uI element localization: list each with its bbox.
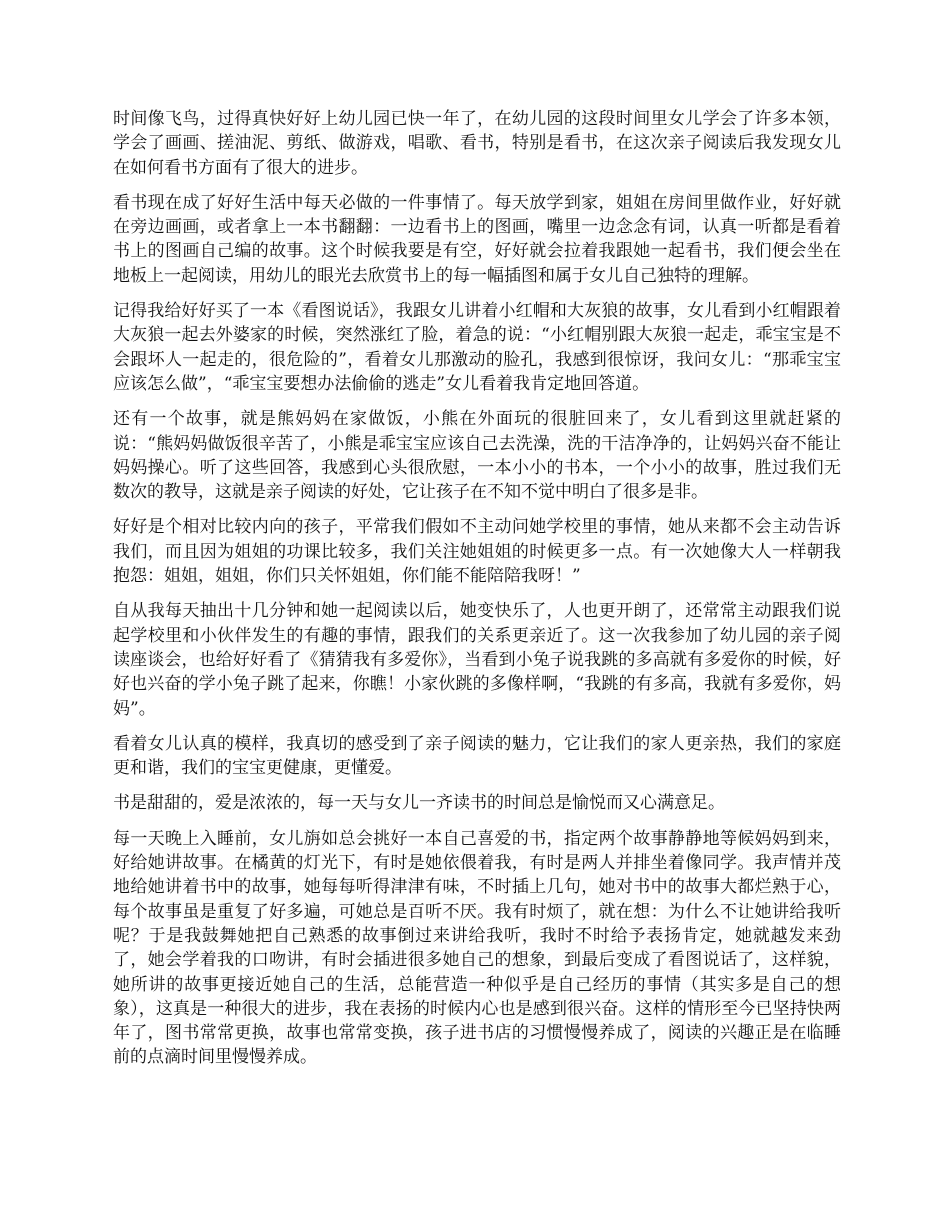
paragraph-2: 看书现在成了好好生活中每天必做的一件事情了。每天放学到家，姐姐在房间里做作业，好好就在旁边画画，或者拿上一本书翻翻：一边看书上的图画，嘴里一边念念有词，认真一听都是看着书上的图画自己编的故事。这个时候我要是有空，好好就会拉着我跟她一起看书，我们便会坐在地板上一起阅读，用幼儿的眼光去欣赏书上的每一幅插图和属于女儿自己独特的理解。	[113, 192, 841, 286]
document-body	[113, 107, 841, 1081]
paragraph-7: 看着女儿认真的模样，我真切的感受到了亲子阅读的魅力，它让我们的家人更亲热，我们的家庭更和谐，我们的宝宝更健康，更懂爱。	[113, 733, 841, 779]
paragraph-4: 还有一个故事，就是熊妈妈在家做饭，小熊在外面玩的很脏回来了，女儿看到这里就赶紧的说：“熊妈妈做饭很辛苦了，小熊是乖宝宝应该自己去洗澡，洗的干洁净净的，让妈妈兴奋不能让妈妈操心。听了这些回答，我感到心头很欣慰，一本小小的书本，一个小小的故事，胜过我们无数次的教导，这就是亲子阅读的好处，它让孩子在不知不觉中明白了很多是非。	[113, 409, 841, 503]
paragraph-5: 好好是个相对比较内向的孩子，平常我们假如不主动问她学校里的事情，她从来都不会主动告诉我们，而且因为姐姐的功课比较多，我们关注她姐姐的时候更多一点。有一次她像大人一样朝我抱怨：姐姐，姐姐，你们只关怀姐姐，你们能不能陪陪我呀！”	[113, 517, 841, 587]
paragraph-6: 自从我每天抽出十几分钟和她一起阅读以后，她变快乐了，人也更开朗了，还常常主动跟我们说起学校里和小伙伴发生的有趣的事情，跟我们的关系更亲近了。这一次我参加了幼儿园的亲子阅读座谈会，也给好好看了《猜猜我有多爱你》，当看到小兔子说我跳的多高就有多爱你的时候，好好也兴奋的学小兔子跳了起来，你瞧！小家伙跳的多像样啊，“我跳的有多高，我就有多爱你，妈妈”。	[113, 601, 841, 719]
paragraph-8: 书是甜甜的，爱是浓浓的，每一天与女儿一齐读书的时间总是愉悦而又心满意足。	[113, 793, 725, 814]
paragraph-1: 时间像飞鸟，过得真快好好上幼儿园已快一年了，在幼儿园的这段时间里女儿学会了许多本领，学会了画画、搓油泥、剪纸、做游戏，唱歌、看书，特别是看书，在这次亲子阅读后我发现女儿在如何看书方面有了很大的进步。	[113, 109, 841, 178]
paragraph-3: 记得我给好好买了一本《看图说话》，我跟女儿讲着小红帽和大灰狼的故事，女儿看到小红帽跟着大灰狼一起去外婆家的时候，突然涨红了脸，着急的说：“小红帽别跟大灰狼一起走，乖宝宝是不会跟坏人一起走的，很危险的”，看着女儿那激动的脸孔，我感到很惊讶，我问女儿：“那乖宝宝应该怎么做”，“乖宝宝要想办法偷偷的逃走”女儿看着我肯定地回答道。	[113, 301, 841, 394]
paragraph-9: 每一天晚上入睡前，女儿旃如总会挑好一本自己喜爱的书，指定两个故事静静地等候妈妈到来，好给她讲故事。在橘黄的灯光下，有时是她依偎着我，有时是两人并排坐着像同学。我声情并茂地给她讲着书中的故事，她每每听得津津有味，不时插上几句，她对书中的故事大都烂熟于心，每个故事虽是重复了好多遍，可她总是百听不厌。我有时烦了，就在想：为什么不让她讲给我听呢？于是我鼓舞她把自己熟悉的故事倒过来讲给我听，我时不时给予表扬肯定，她就越发来劲了，她会学着我的口吻讲，有时会插进很多她自己的想象，到最后变成了看图说话了，这样貌，她所讲的故事更接近她自己的生活，总能营造一种似乎是自己经历的事情（其实多是自己的想象），这真是一种很大的进步，我在表扬的时候内心也是感到很兴奋。这样的情形至今已坚持快两年了，图书常常更换，故事也常常变换，孩子进书店的习惯慢慢养成了，阅读的兴趣正是在临睡前的点滴时间里慢慢养成。	[113, 828, 841, 1068]
